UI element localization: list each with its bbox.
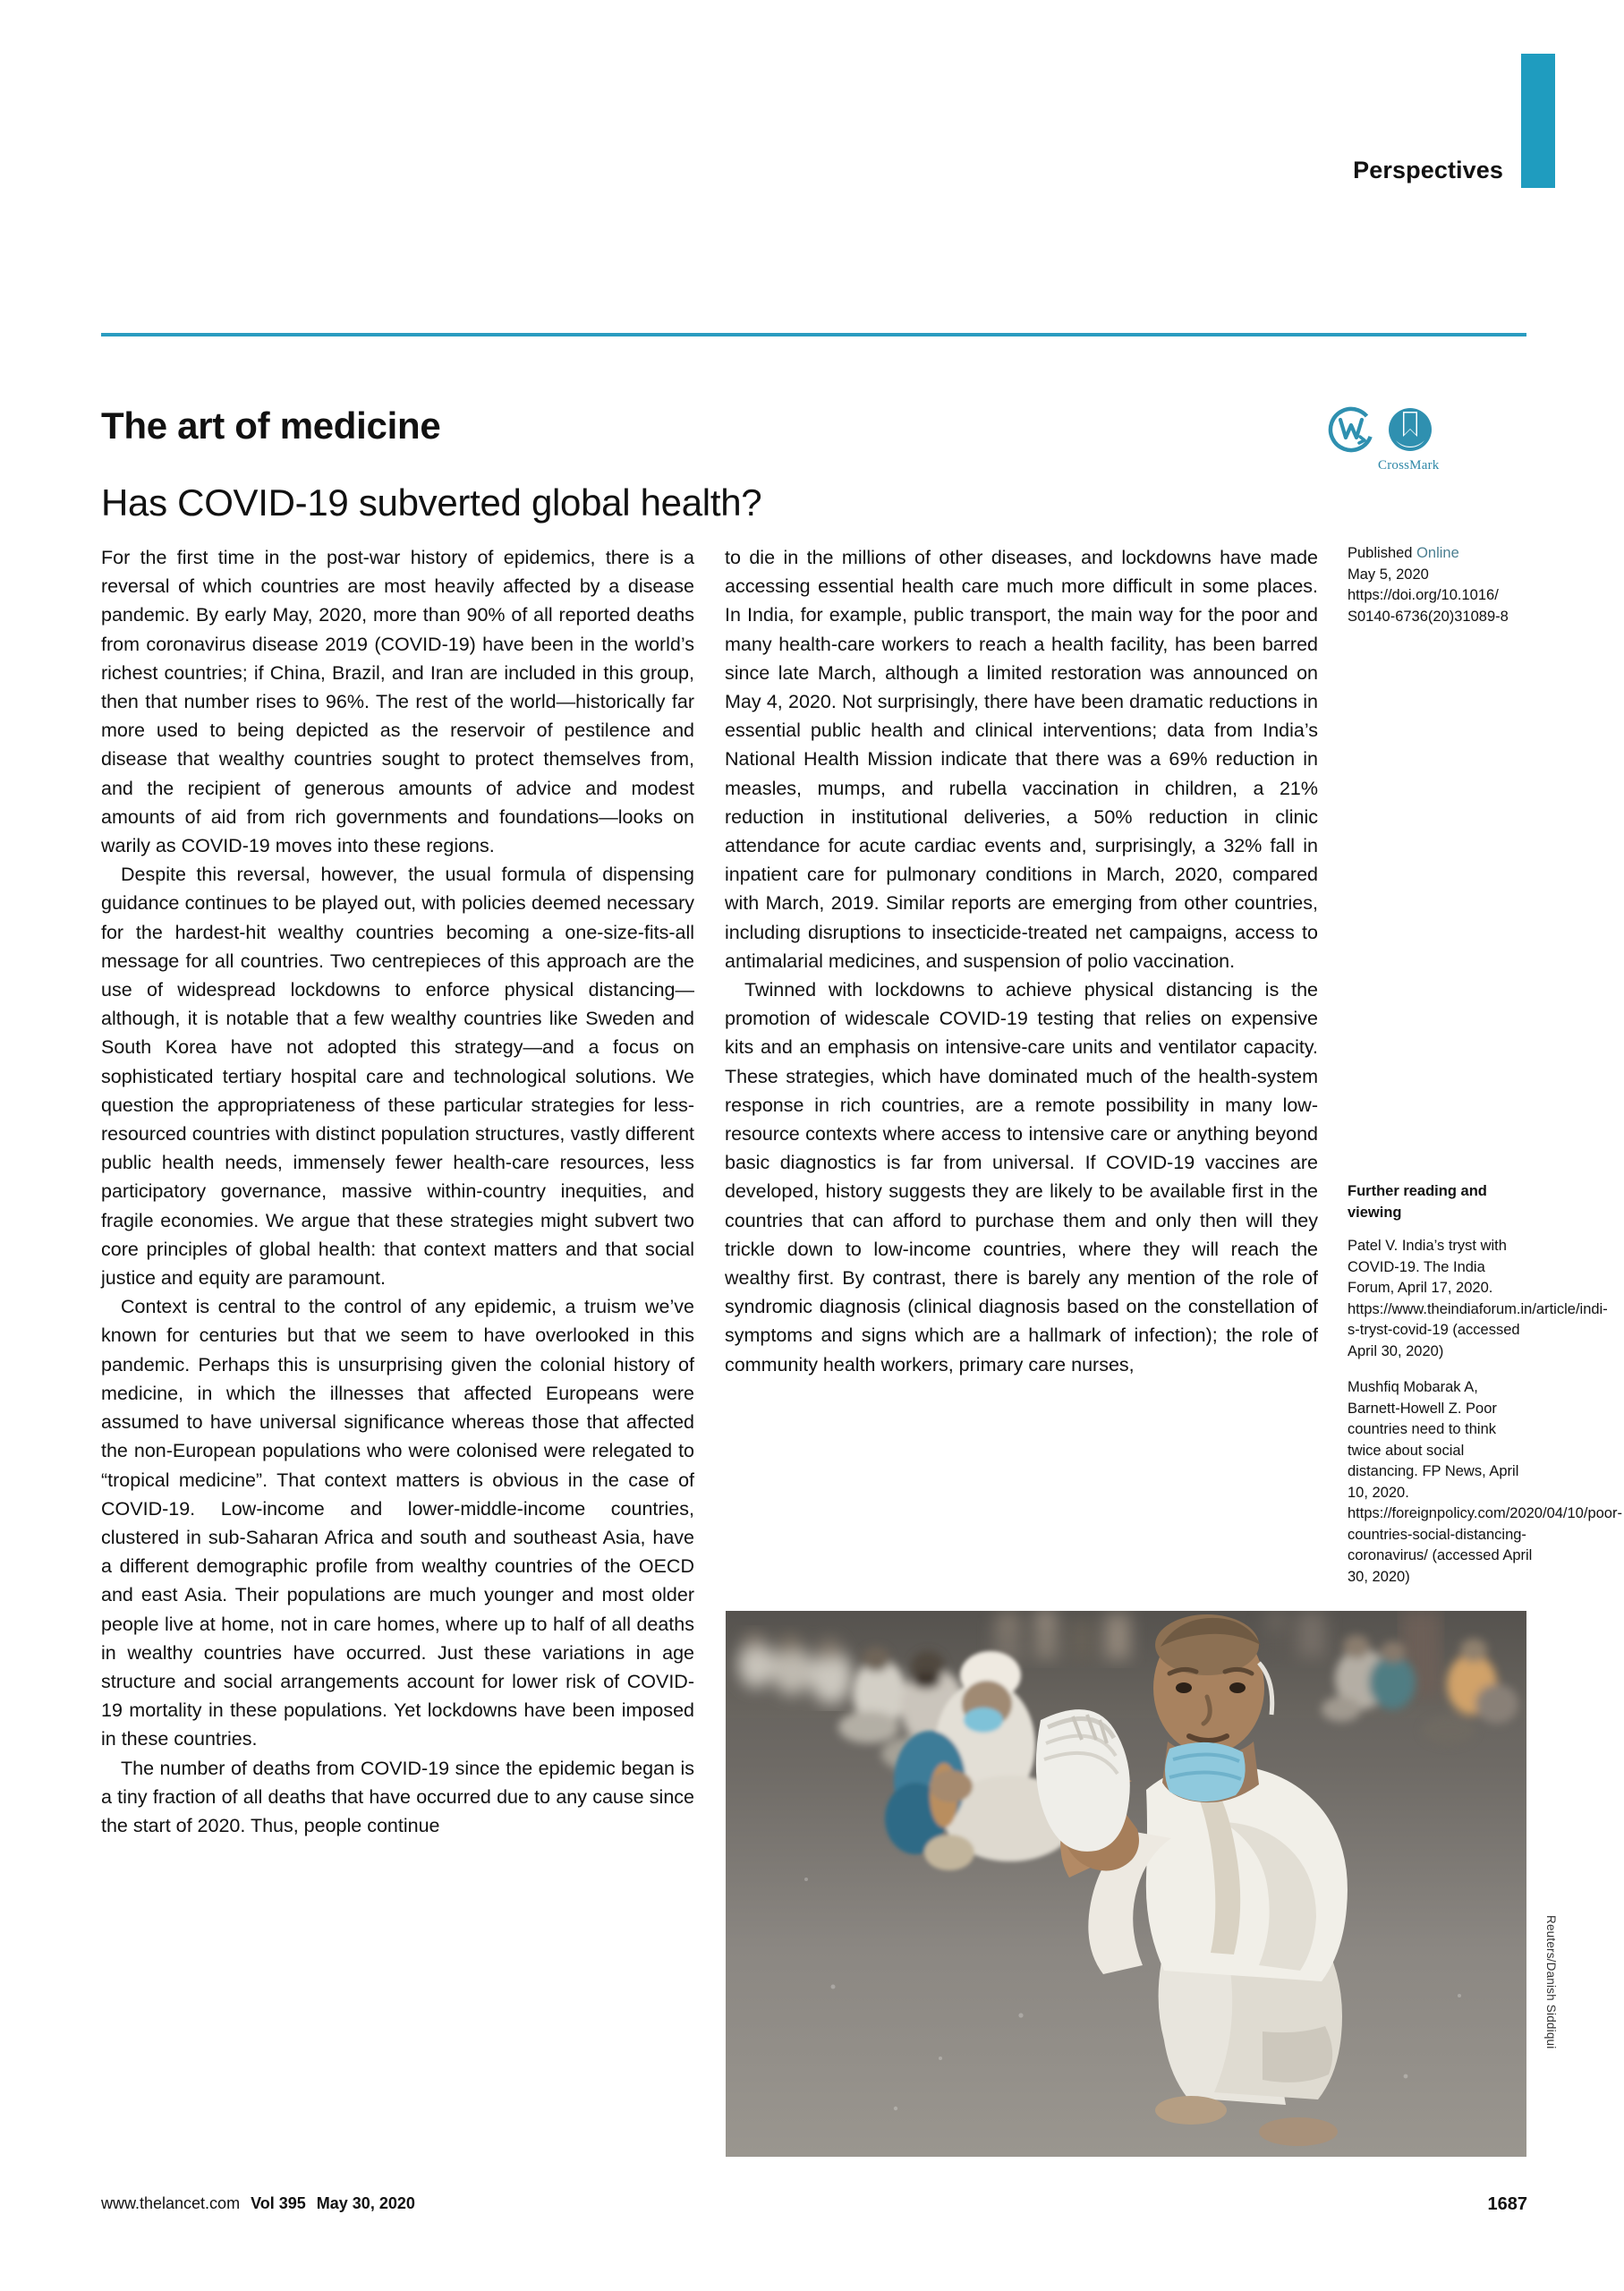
further-reading-heading: Further reading and viewing <box>1348 1183 1487 1221</box>
doi-line-2[interactable]: S0140-6736(20)31089-8 <box>1348 608 1509 625</box>
paragraph: to die in the millions of other diseases, and lockdowns have made accessing essential health care much more difficult in some places. In India, for example, public transport, the main way for the poor and many health-care workers to reach a health facility, has been barred since late March, although a limited restoration was announced on May 4, 2020. Not surprisingly, there have been dramatic reductions in essential public health and clinical interventions; data from India’s National Health Mission indicate that there was a 69% reduction in measles, mumps, and rubella vaccination in children, a 21% reduction in institutional deliveries, a 50% reduction in clinic attendance for acute cardiac events and, surprisingly, a 32% fall in inpatient care for pulmonary conditions in March, 2020, compared with March, 2019. Similar reports are emerging from other countries, including disruptions to insecticide-treated net campaigns, access to antimalarial medicines, and suspension of polio vaccination. <box>725 547 1318 972</box>
further-reading-section <box>1348 1181 1622 1603</box>
paragraph: Twinned with lockdowns to achieve physical distancing is the promotion of widescale COVID-19 testing that relies on expensive kits and an emphasis on intensive-care units and ventilator capacity. These strategies, which have dominated much of the health-system response in rich countries, are a remote possibility in many low-resource contexts where access to intensive care or anything beyond basic diagnostics is far from universal. If COVID-19 vaccines are developed, history suggests they are likely to be available first in the countries that can afford to purchase them and only then will they trickle down to low-income countries, where they will reach the wealthy first. By contrast, there is barely any mention of the role of syndromic diagnosis (clinical diagnosis based on the constellation of symptoms and signs which are a hallmark of infection); the role of community health workers, primary care nurses, <box>725 979 1318 1375</box>
page-title: Has COVID-19 subverted global health? <box>101 481 762 524</box>
published-online-line <box>1348 543 1533 565</box>
w-circle-icon[interactable] <box>1326 405 1376 455</box>
crossmark-label: CrossMark <box>1378 458 1440 473</box>
paragraph: For the first time in the post-war history of epidemics, there is a reversal of which countries are most heavily affected by a disease pandemic. By early May, 2020, more than 90% of all reported deaths from coronavirus disease 2019 (COVID-19) have been in the world’s richest countries; if China, Brazil, and Iran are included in this group, then that number rises to 96%. The rest of the world—historically far more used to being depicted as the reservoir of pestilence and disease that wealthy countries sought to protect themselves from, and the recipient of generous amounts of advice and modest amounts of aid from rich governments and foundations—looks on warily as COVID-19 moves into these regions. <box>101 547 694 857</box>
published-prefix: Published <box>1348 545 1417 561</box>
reference-item[interactable]: Mushfiq Mobarak A, Barnett-Howell Z. Poor countries need to think twice about social distancing. FP News, April 10, 2020. https://foreignpolicy.com/2020/04/10/poor-countries-social-distancing-coronavirus/ (accessed April 30, 2020) <box>1348 1379 1622 1585</box>
footer-left <box>101 2194 415 2213</box>
paragraph: The number of deaths from COVID-19 since the epidemic began is a tiny fraction of all deaths that have occurred due to any cause since the start of 2020. Thus, people continue <box>101 1757 694 1836</box>
article-photo <box>726 1611 1526 2157</box>
body-column-1 <box>101 543 694 1840</box>
reference-item[interactable]: Patel V. India’s tryst with COVID-19. The India Forum, April 17, 2020. https://www.theindiaforum.in/article/indi-s-tryst-covid-19 (accessed April 30, 2020) <box>1348 1238 1608 1359</box>
paragraph: Context is central to the control of any epidemic, a truism we’ve known for centuries but that we seem to have overlooked in this pandemic. Perhaps this is unsurprising given the colonial history of medicine, in which the illnesses that affected Europeans were assumed to have universal significance whereas those that affected the non-European populations who were colonised were relegated to “tropical medicine”. That context matters is obvious in the case of COVID-19. Low-income and lower-middle-income countries, clustered in sub-Saharan Africa and south and southeast Asia, have a different demographic profile from wealthy countries of the OECD and east Asia. Their populations are much younger and most older people live at home, not in care homes, where up to half of all deaths in wealthy countries have occurred. Just these variations in age structure and social arrangements account for lower risk of COVID-19 mortality in these populations. Yet lockdowns have been imposed in these countries. <box>101 1296 694 1750</box>
header-divider-rule <box>101 333 1526 336</box>
paragraph: Despite this reversal, however, the usual formula of dispensing guidance continues to be played out, with policies deemed necessary for the hardest-hit wealthy countries becoming a one-size-fits-all message for all countries. Two centrepieces of this approach are the use of widespread lockdowns to enforce physical distancing—although, it is notable that a few wealthy countries like Sweden and South Korea have not adopted this strategy—and a focus on sophisticated tertiary hospital care and technological solutions. We question the appropriateness of these particular strategies for less-resourced countries with distinct population structures, vastly different public health needs, immensely fewer health-care resources, less participatory governance, massive within-country inequities, and fragile economies. We argue that these strategies might subvert two core principles of global health: that context matters and that social justice and equity are paramount. <box>101 864 694 1290</box>
footer-date: May 30, 2020 <box>316 2194 415 2212</box>
article-kicker: The art of medicine <box>101 405 441 447</box>
page-number: 1687 <box>1487 2194 1527 2214</box>
online-word: Online <box>1416 545 1459 561</box>
footer-volume: Vol 395 <box>251 2194 306 2212</box>
published-date: May 5, 2020 <box>1348 566 1429 583</box>
section-label: Perspectives <box>1353 157 1503 183</box>
badge-group <box>1326 405 1487 503</box>
perspectives-accent-bar <box>1521 54 1555 188</box>
crossmark-icon[interactable] <box>1385 405 1435 455</box>
doi-line-1[interactable]: https://doi.org/10.1016/ <box>1348 587 1499 603</box>
photo-credit: Reuters/Danish Siddiqui <box>1544 1915 1558 2049</box>
publication-info <box>1348 543 1533 627</box>
body-column-2 <box>725 543 1318 1379</box>
footer-site[interactable]: www.thelancet.com <box>101 2194 241 2212</box>
